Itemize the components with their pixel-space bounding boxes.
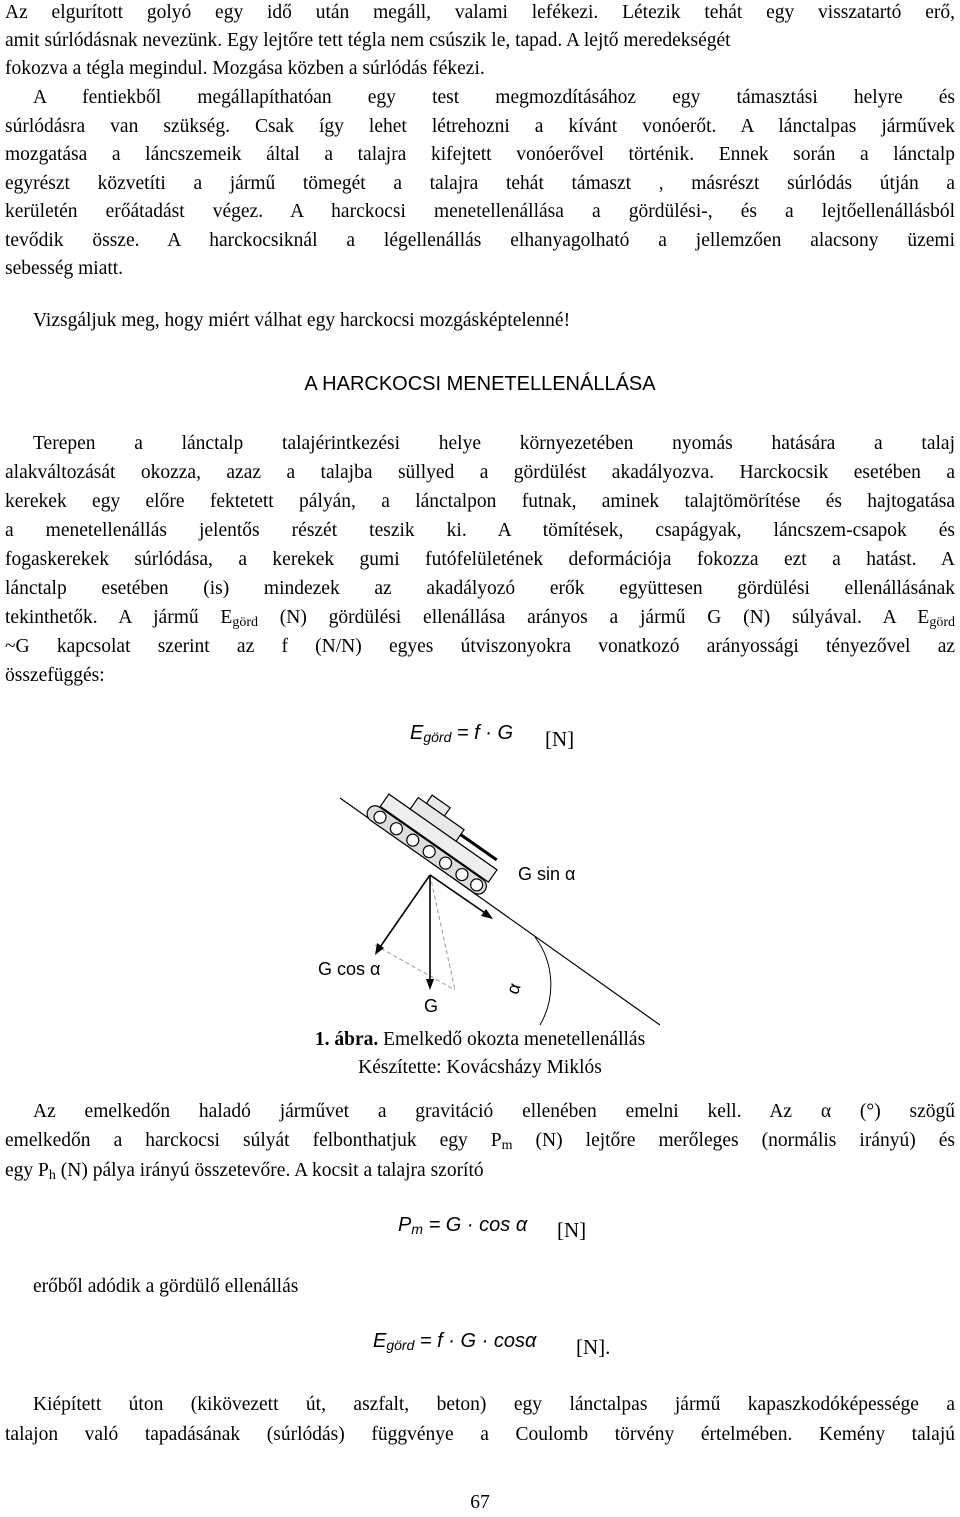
- paragraph-1-line-10: sebesség miatt.: [5, 258, 124, 279]
- paragraph-1-line-5: súrlódásra van szükség. Csak így lehet létrehozni a kívánt vonóerőt. A lánctalpas járművek: [5, 116, 955, 137]
- question-paragraph: Vizsgáljuk meg, hogy miért válhat egy harckocsi mozgásképtelenné!: [33, 310, 571, 331]
- formula-subscript: görd: [423, 729, 452, 745]
- angle-arc: [535, 937, 551, 1025]
- formula-rhs: = f · G: [451, 722, 514, 744]
- guide-line: [430, 875, 455, 990]
- paragraph-1-line-3: fokozva a tégla megindul. Mozgása közben a súrlódás fékezi.: [5, 58, 485, 79]
- formula-normal-component: [398, 1214, 527, 1237]
- paragraph-1-line-4: A fentiekből megállapíthatóan egy test megmozdításához egy támasztási helyre és: [33, 87, 955, 108]
- g-cos-vector: [378, 875, 430, 950]
- paragraph-1-line-8: kerületén erőátadást végez. A harckocsi menetellenállása a gördülési-, és a lejtőellenállásból: [5, 201, 955, 222]
- formula-rolling-resistance: [410, 722, 513, 745]
- paragraph-1-line-7: egyrészt közvetíti a jármű tömegét a talajra tehát támaszt , másrészt súrlódás útján a: [5, 173, 955, 194]
- label-g-cos: G cos α: [318, 959, 381, 979]
- subscript: görd: [232, 615, 258, 630]
- formula-rhs: = f · G · cosα: [414, 1330, 537, 1352]
- figure-caption: [0, 1029, 960, 1051]
- paragraph-3-line-2: alakváltozását okozza, azaz a talajba süllyed a gördülést akadályozva. Harckocsik esetében a: [5, 462, 955, 483]
- paragraph-3-line-7: [5, 607, 955, 629]
- formula-lhs: P: [398, 1214, 412, 1236]
- paragraph-3-line-4: a menetellenállás jelentős részét teszik ki. A tömítések, csapágyak, láncszem-csapok és: [5, 520, 955, 541]
- paragraph-6-line-1: Kiépített úton (kikövezett út, aszfalt, beton) egy lánctalpas jármű kapaszkodóképessége a: [33, 1394, 955, 1415]
- paragraph-6-line-2: talajon való tapadásának (súrlódás) függvénye a Coulomb törvény értelmében. Kemény talajú: [5, 1424, 955, 1445]
- text-run: egy P: [5, 1160, 49, 1181]
- guide-line: [375, 945, 455, 990]
- subscript: h: [48, 1168, 56, 1183]
- text-run: (N) pálya irányú összetevőre. A kocsit a talajra szorító: [55, 1160, 484, 1181]
- paragraph-1-line-9: tevődik össze. A harckocsiknál a légellenállás elhanyagolható a jellemzően alacsony üzemi: [5, 230, 955, 251]
- label-alpha: α: [502, 980, 525, 997]
- formula-subscript: görd: [386, 1337, 415, 1353]
- paragraph-3-line-9: összefüggés:: [5, 665, 105, 686]
- formula-unit: [N].: [576, 1335, 611, 1359]
- section-heading: A HARCKOCSI MENETELLENÁLLÁSA: [304, 373, 656, 395]
- formula-unit: [N]: [557, 1218, 587, 1242]
- formula-subscript: m: [411, 1221, 424, 1237]
- paragraph-3-line-8: ~G kapcsolat szerint az f (N/N) egyes útviszonyokra vonatkozó arányossági tényezővel az: [5, 636, 955, 657]
- paragraph-4-line-3: [5, 1160, 484, 1182]
- paragraph-4-line-2: [5, 1130, 955, 1152]
- formula-lhs: E: [373, 1330, 387, 1352]
- label-g-sin: G sin α: [518, 864, 576, 884]
- paragraph-1-line-2: amit súrlódásnak nevezünk. Egy lejtőre tett tégla nem csúszik le, tapad. A lejtő meredekségét: [5, 30, 731, 51]
- caption-text: Emelkedő okozta menetellenállás: [378, 1029, 646, 1050]
- paragraph-3-line-6: lánctalp esetében (is) mindezek az akadályozó erők együttesen gördülési ellenállásának: [5, 578, 955, 599]
- paragraph-4-line-1: Az emelkedőn haladó járművet a gravitáció ellenében emelni kell. Az α (°) szögű: [33, 1101, 955, 1122]
- paragraph-3-line-3: kerekek egy előre fektetett pályán, a lánctalpon futnak, aminek talajtömörítése és hajtogatása: [5, 491, 955, 512]
- paragraph-3-line-1: Terepen a lánctalp talajérintkezési helye környezetében nyomás hatására a talaj: [33, 433, 955, 454]
- tank-drawing: [364, 780, 512, 897]
- subscript: görd: [929, 615, 955, 630]
- paragraph-3-line-5: fogaskerekek súrlódása, a kerekek gumi futófelületének deformációja fokozza ezt a hatást. A: [5, 549, 955, 570]
- paragraph-1-line-1: Az elgurított golyó egy idő után megáll, valami lefékezi. Létezik tehát egy visszatartó erő,: [5, 2, 955, 23]
- paragraph-1-line-6: mozgatása a láncszemeik által a talajra kifejtett vonóerővel történik. Ennek során a lánctalp: [5, 144, 955, 165]
- page-number: 67: [470, 1492, 490, 1513]
- formula-lhs: E: [410, 722, 424, 744]
- caption-number: 1. ábra.: [314, 1029, 379, 1050]
- formula-unit: [N]: [545, 727, 575, 751]
- figure-author: Készítette: Kovácsházy Miklós: [358, 1057, 602, 1078]
- label-g: G: [424, 996, 439, 1016]
- formula-rolling-resistance-incline: [373, 1330, 536, 1353]
- g-arrowhead: [426, 979, 434, 990]
- text-run: (N) gördülési ellenállása arányos a jármű G (N) súlyával. A E: [258, 607, 930, 628]
- g-cos-arrowhead: [375, 943, 384, 955]
- formula-rhs: = G · cos α: [423, 1214, 528, 1236]
- incline-force-diagram: [300, 780, 660, 1030]
- text-run: (N) lejtőre merőleges (normális irányú) és: [512, 1130, 955, 1151]
- subscript: m: [501, 1138, 513, 1153]
- paragraph-5: erőből adódik a gördülő ellenállás: [33, 1276, 299, 1297]
- text-run: tekinthetők. A jármű E: [5, 607, 233, 628]
- text-run: emelkedőn a harckocsi súlyát felbonthatjuk egy P: [5, 1130, 502, 1151]
